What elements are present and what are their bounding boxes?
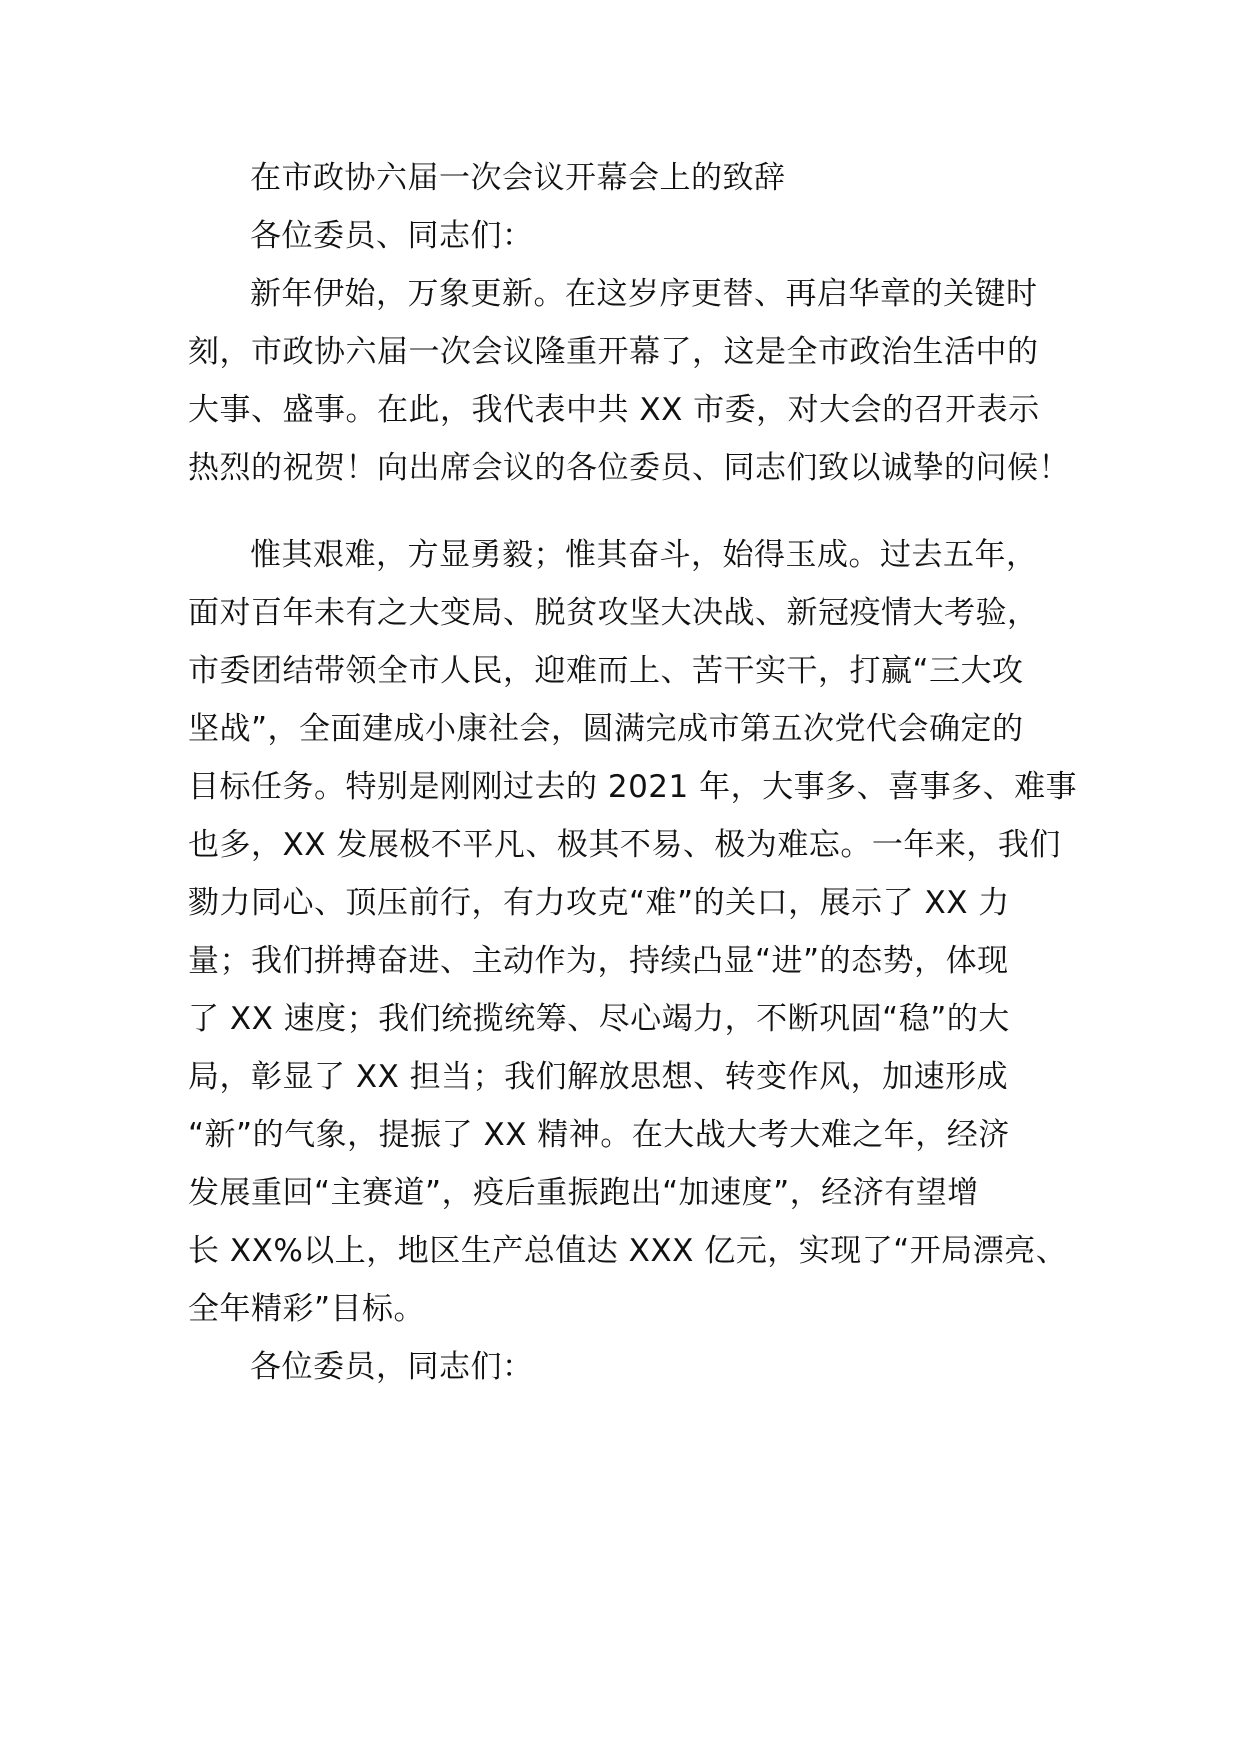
closing-salutation: 各位委员，同志们： bbox=[250, 1349, 534, 1385]
paragraph-line: 坚战”，全面建成小康社会，圆满完成市第五次党代会确定的 bbox=[188, 711, 1024, 747]
paragraph-line: 目标任务。特别是刚刚过去的 2021 年，大事多、喜事多、难事 bbox=[188, 769, 1078, 805]
paragraph-line: 全年精彩”目标。 bbox=[188, 1291, 426, 1327]
paragraph-line: 大事、盛事。在此，我代表中共 XX 市委，对大会的召开表示 bbox=[188, 392, 1040, 428]
document-title: 在市政协六届一次会议开幕会上的致辞 bbox=[250, 160, 786, 196]
paragraph-line: 了 XX 速度；我们统揽统筹、尽心竭力，不断巩固“稳”的大 bbox=[188, 1001, 1010, 1037]
paragraph-line: 热烈的祝贺！向出席会议的各位委员、同志们致以诚挚的问候！ bbox=[188, 450, 1070, 486]
paragraph-line: 局，彰显了 XX 担当；我们解放思想、转变作风，加速形成 bbox=[188, 1059, 1009, 1095]
paragraph-line: 市委团结带领全市人民，迎难而上、苦干实干，打赢“三大攻 bbox=[188, 653, 1024, 689]
salutation: 各位委员、同志们： bbox=[250, 218, 534, 254]
paragraph-line: 刻，市政协六届一次会议隆重开幕了，这是全市政治生活中的 bbox=[188, 334, 1039, 370]
paragraph-line: 惟其艰难，方显勇毅；惟其奋斗，始得玉成。过去五年， bbox=[250, 537, 1038, 573]
paragraph-line: 长 XX%以上，地区生产总值达 XXX 亿元，实现了“开局漂亮、 bbox=[188, 1233, 1068, 1269]
paragraph-line: 发展重回“主赛道”，疫后重振跑出“加速度”，经济有望增 bbox=[188, 1175, 979, 1211]
paragraph-line: 新年伊始，万象更新。在这岁序更替、再启华章的关键时 bbox=[250, 276, 1038, 312]
paragraph-line: 也多，XX 发展极不平凡、极其不易、极为难忘。一年来，我们 bbox=[188, 827, 1061, 863]
paragraph-line: 勠力同心、顶压前行，有力攻克“难”的关口，展示了 XX 力 bbox=[188, 885, 1010, 921]
paragraph-line: 面对百年未有之大变局、脱贫攻坚大决战、新冠疫情大考验， bbox=[188, 595, 1039, 631]
paragraph-line: 量；我们拼搏奋进、主动作为，持续凸显“进”的态势，体现 bbox=[188, 943, 1009, 979]
paragraph-line: “新”的气象，提振了 XX 精神。在大战大考大难之年，经济 bbox=[188, 1117, 1010, 1153]
